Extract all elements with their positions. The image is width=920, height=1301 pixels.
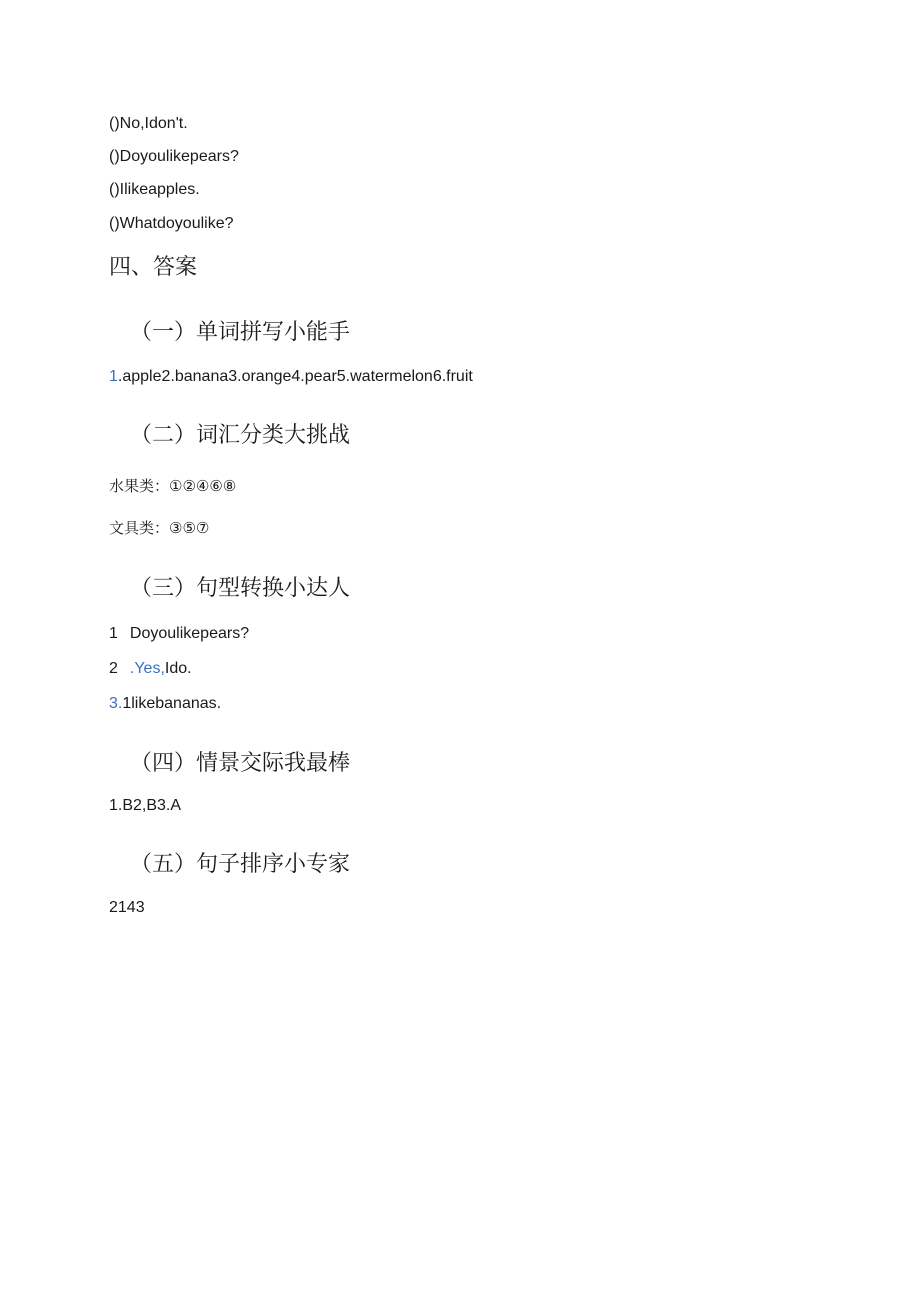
part4-text: B2,B3.A [122,797,182,814]
part3-line-1 [109,624,249,644]
order-item-4: ()Whatdoyoulike? [109,215,234,232]
part4-answer [109,796,181,816]
part3-line-2 [109,659,192,679]
order-item-3: ()Ilikeapples. [109,181,200,198]
part5-heading: （五）句子排序小专家 [130,852,351,877]
order-item-2: ()Doyoulikepears? [109,148,239,165]
part4-heading: （四）情景交际我最棒 [130,751,351,776]
part3-line-3 [109,694,221,714]
part3-line2-yes: .Yes, [129,660,165,677]
part3-line3-text: 1likebananas. [122,695,222,712]
part3-line1-text: Doyoulikepears? [129,625,250,642]
part3-line3-number: 3. [109,695,123,712]
part3-line2-number: 2 [109,660,118,677]
part1-heading: （一）单词拼写小能手 [130,320,351,345]
part4-number: 1. [109,797,123,814]
part1-answer [109,367,473,387]
part3-line1-number: 1 [109,625,118,642]
answers-title: 四、答案 [109,255,198,280]
part5-answer: 2143 [109,899,145,916]
part3-heading: （三）句型转换小达人 [130,576,351,601]
part1-text: .apple2.banana3.orange4.pear5.watermelon6.fruit [117,368,473,385]
part2-fruit-line: 水果类：①②④⑥⑧ [109,477,237,495]
part3-line2-text: Ido. [164,660,192,677]
part1-number: 1 [109,368,118,385]
part2-heading: （二）词汇分类大挑战 [130,423,351,448]
part2-stationery-line: 文具类：③⑤⑦ [109,519,210,537]
order-item-1: ()No,Idon't. [109,115,188,132]
